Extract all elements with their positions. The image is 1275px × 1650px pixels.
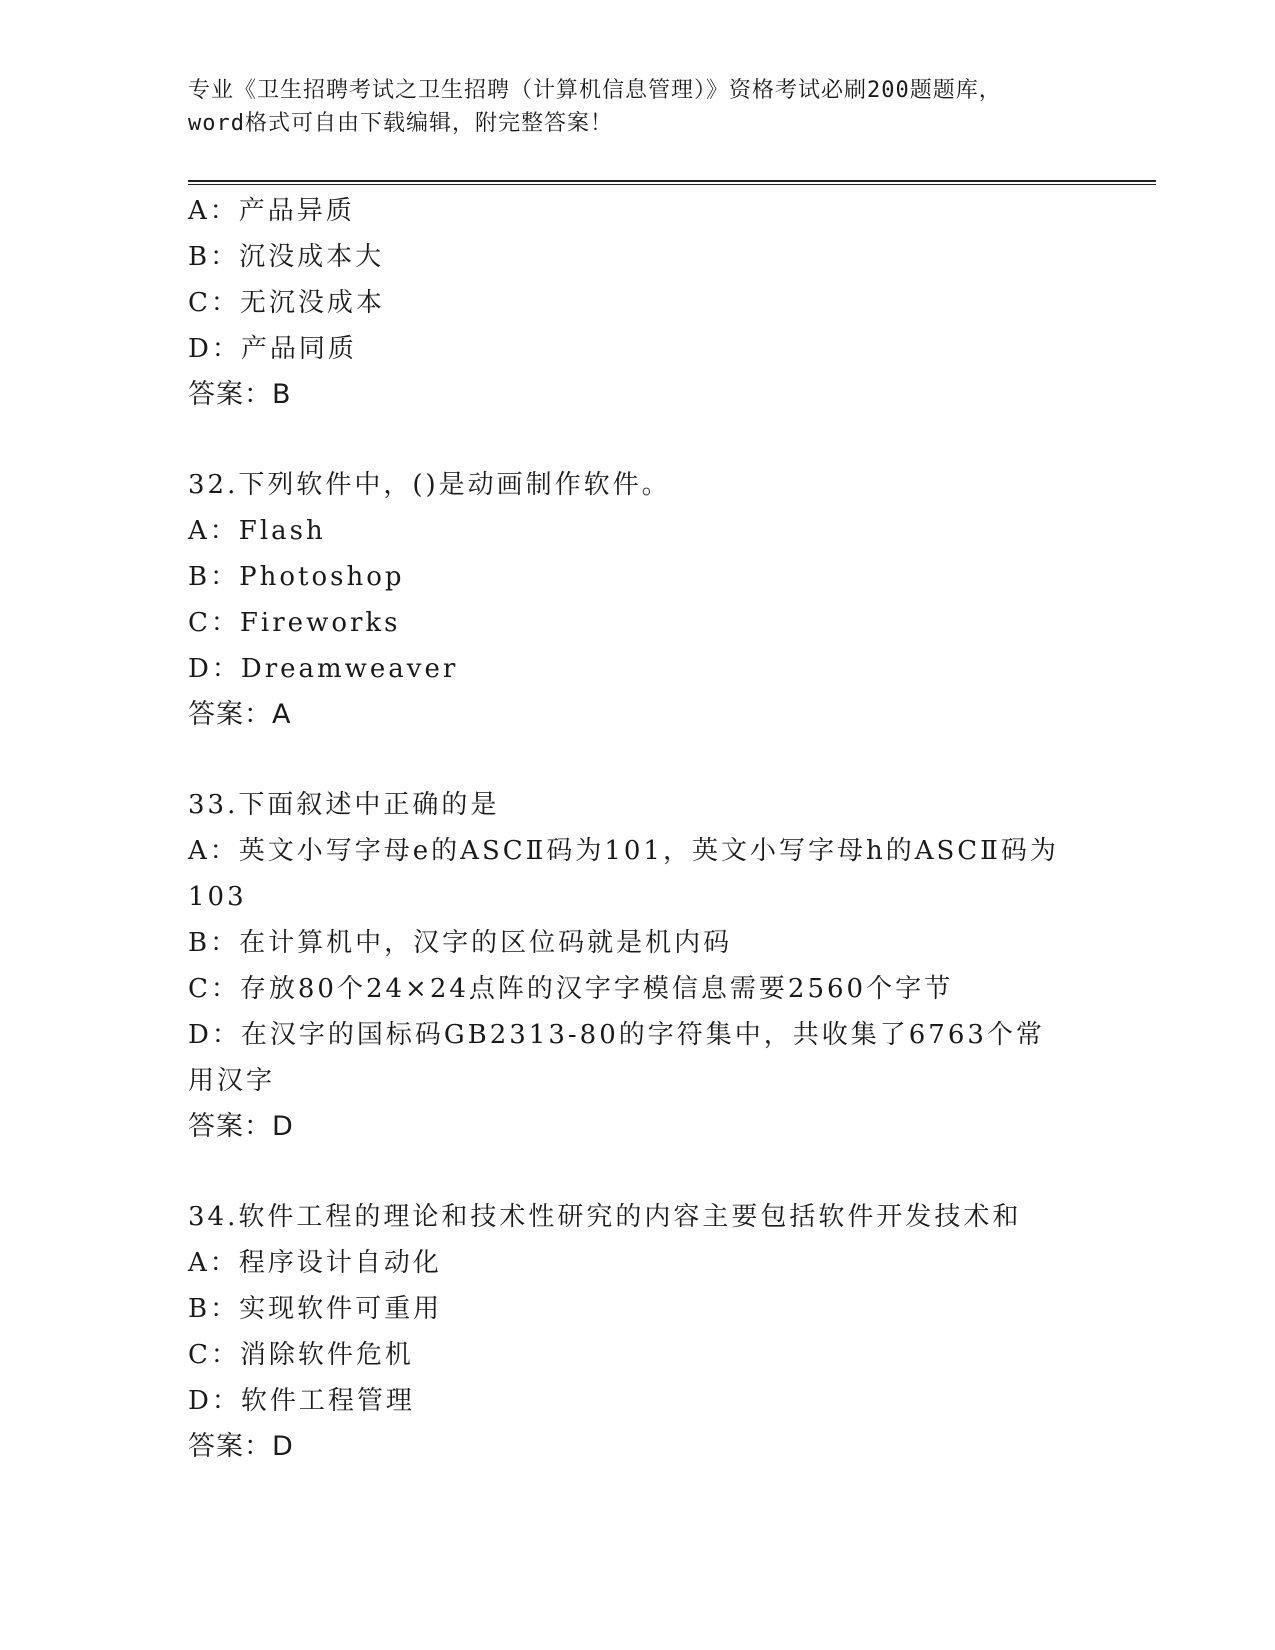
option-b: B：实现软件可重用 [188,1294,443,1324]
answer: 答案：B [188,379,292,410]
question-stem: 33.下面叙述中正确的是 [188,790,500,820]
header-divider-thin [188,184,1156,185]
question-stem: 34.软件工程的理论和技术性研究的内容主要包括软件开发技术和 [188,1202,1022,1232]
question-33 [188,782,1068,1150]
option-b: B：Photoshop [188,562,405,592]
option-a: A：英文小写字母e的ASCⅡ码为101，英文小写字母h的ASCⅡ码为103 [188,836,1059,912]
answer: 答案：D [188,1111,294,1142]
header-divider [188,180,1156,182]
option-c: C：无沉没成本 [188,288,385,318]
header-line-1: 专业《卫生招聘考试之卫生招聘（计算机信息管理）》资格考试必刷200题题库， [188,78,1002,103]
question-stem: 32.下列软件中，()是动画制作软件。 [188,470,671,500]
option-a: A：程序设计自动化 [188,1248,442,1278]
question-list [188,188,1068,1514]
option-d: D：Dreamweaver [188,654,459,684]
option-b: B：在计算机中，汉字的区位码就是机内码 [188,928,733,958]
option-c: C：消除软件危机 [188,1340,414,1370]
question-31-continued [188,188,1068,418]
header-line-2: word格式可自由下载编辑，附完整答案！ [188,111,613,136]
answer: 答案：D [188,1431,294,1462]
option-a: A：产品异质 [188,196,355,226]
option-d: D：在汉字的国标码GB2313-80的字符集中，共收集了6763个常用汉字 [188,1020,1045,1096]
answer: 答案：A [188,699,292,730]
option-d: D：产品同质 [188,334,357,364]
question-32 [188,462,1068,738]
option-c: C：Fireworks [188,608,401,638]
document-header [188,74,1088,140]
option-d: D：软件工程管理 [188,1386,415,1416]
option-c: C：存放80个24×24点阵的汉字字模信息需要2560个字节 [188,974,954,1004]
option-b: B：沉没成本大 [188,242,385,272]
option-a: A：Flash [188,516,326,546]
question-34 [188,1194,1068,1470]
